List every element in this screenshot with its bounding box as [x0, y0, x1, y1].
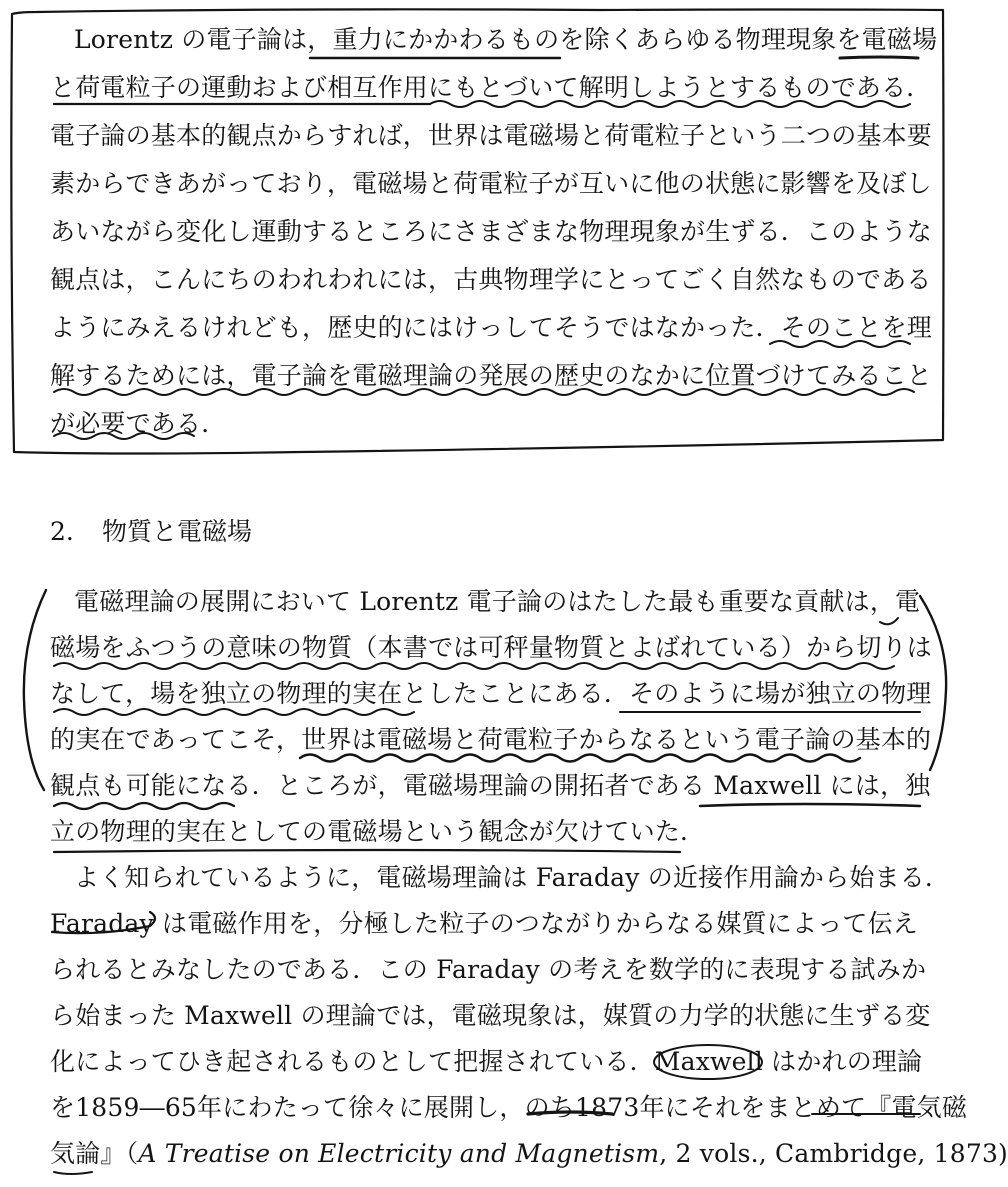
text-line: 観点も可能になる．ところが，電磁場理論の開拓者である Maxwell には，独: [50, 771, 931, 800]
citation-suffix: , 2 vols., Cambridge, 1873): [659, 1139, 1008, 1168]
text-line: 素からできあがっており，電磁場と荷電粒子が互いに他の状態に影響を及ぼし: [50, 169, 932, 198]
text-line: 立の物理的実在としての電磁場という観念が欠けていた．: [50, 817, 706, 846]
text-line: 磁場をふつうの意味の物質（本書では可秤量物質とよばれている）から切りは: [50, 633, 933, 662]
text-line: 電子論の基本的観点からすれば，世界は電磁場と荷電粒子という二つの基本要: [50, 121, 933, 150]
text-line: ようにみえるけれども，歴史的にはけっしてそうではなかった．そのことを理: [50, 313, 933, 342]
text-line: 化によってひき起されるものとして把握されている．Maxwell はかれの理論: [50, 1047, 923, 1076]
section-heading: [50, 512, 252, 552]
text-line: 的実在であってこそ，世界は電磁場と荷電粒子からなるという電子論の基本的: [50, 725, 932, 754]
text-line: なして，場を独立の物理的実在としたことにある．そのように場が独立の物理: [50, 679, 932, 708]
text-line: あいながら変化し運動するところにさまざまな物理現象が生ずる．このような: [50, 217, 933, 246]
text-line: と荷電粒子の運動および相互作用にもとづいて解明しようとするものである．: [50, 73, 932, 102]
text-line: を1859―65年にわたって徐々に展開し，のち1873年にそれをまとめて『電気磁: [50, 1093, 968, 1122]
text-line: Lorentz の電子論は，重力にかかわるものを除くあらゆる物理現象を電磁場: [74, 25, 938, 54]
left-bracket-mark: [24, 590, 46, 790]
citation-prefix: 気論』（: [50, 1139, 139, 1168]
text-line: Faraday は電磁作用を，分極した粒子のつながりからなる媒質によって伝え: [50, 909, 918, 938]
section-title: 物質と電磁場: [102, 517, 253, 546]
text-line: よく知られているように，電磁場理論は Faraday の近接作用論から始まる．: [74, 863, 951, 892]
text-line: 電磁理論の展開において Lorentz 電子論のはたした最も重要な貢献は，電: [74, 587, 921, 616]
section-number: 2.: [50, 517, 74, 546]
text-line: 観点は，こんにちのわれわれには，古典物理学にとってごく自然なものである: [50, 265, 932, 294]
text-line: 解するためには，電子論を電磁理論の発展の歴史のなかに位置づけてみること: [50, 361, 933, 390]
text-line: が必要である．: [50, 409, 227, 438]
text-line: られるとみなしたのである．この Faraday の考えを数学的に表現する試みか: [50, 955, 927, 984]
text-line: ら始まった Maxwell の理論では，電磁現象は，媒質の力学的状態に生ずる変: [50, 1001, 931, 1030]
book-title: A Treatise on Electricity and Magnetism: [138, 1139, 660, 1168]
citation-line: [50, 1134, 1008, 1174]
